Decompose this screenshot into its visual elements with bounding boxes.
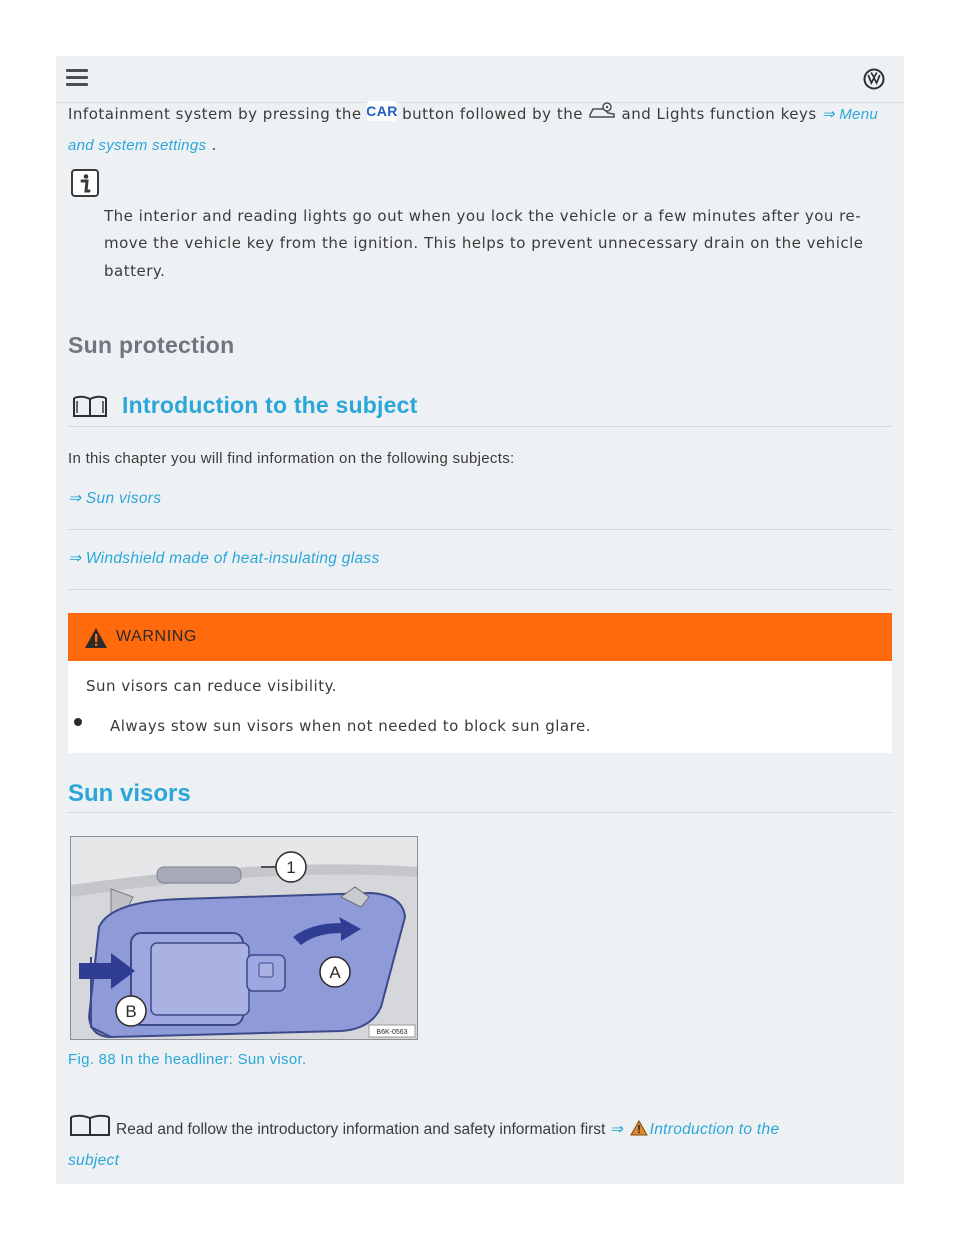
warning-triangle-icon — [630, 1118, 648, 1145]
book-icon — [68, 1114, 112, 1147]
menu-settings-link[interactable]: ⇒ Menu — [821, 106, 878, 123]
info-note-line: move the vehicle key from the ignition. This helps to prevent unnecessary drain on the vehicle — [104, 234, 864, 252]
warning-header — [68, 613, 892, 661]
warning-bullet-text: Always stow sun visors when not needed to block sun glare. — [110, 717, 591, 735]
figure-code: B6K-0563 — [376, 1029, 408, 1036]
warning-label: WARNING — [116, 628, 197, 645]
section-title: Sun protection — [68, 332, 235, 358]
vw-logo-icon[interactable] — [863, 68, 885, 90]
figure-caption: Fig. 88 In the headliner: Sun visor. — [68, 1051, 307, 1068]
paragraph-text: and Lights function keys — [621, 105, 817, 123]
warning-body — [68, 661, 892, 753]
top-bar — [56, 56, 904, 103]
sun-visors-link[interactable]: ⇒ Sun visors — [68, 490, 162, 507]
info-note-line: The interior and reading lights go out when you lock the vehicle or a few minutes after you re- — [104, 207, 862, 225]
info-icon — [71, 169, 99, 197]
paragraph-text: button followed by the — [402, 105, 583, 123]
hamburger-menu-icon[interactable] — [66, 69, 88, 87]
intro-paragraph — [68, 100, 898, 130]
intro-paragraph-line2: and system settings . — [68, 136, 217, 154]
book-icon — [70, 394, 110, 420]
divider — [68, 529, 892, 530]
divider — [68, 589, 892, 590]
intro-title: Introduction to the subject — [122, 392, 418, 418]
windshield-link[interactable]: ⇒ Windshield made of heat-insulating glass — [68, 550, 380, 567]
read-follow-text: Read and follow the introductory information and safety information first ⇒ Introduction to the subject — [68, 1114, 892, 1174]
sun-visors-title: Sun visors — [68, 780, 191, 807]
car-settings-icon — [588, 101, 616, 130]
info-note-line: battery. — [104, 262, 166, 280]
car-key-icon — [367, 101, 397, 130]
menu-settings-link-cont[interactable]: and system settings — [68, 137, 207, 154]
paragraph-text: Infotainment system by pressing the — [68, 105, 362, 123]
bullet-icon — [74, 718, 82, 726]
sun-visor-figure — [70, 836, 418, 1040]
intro-header — [68, 390, 892, 427]
divider — [68, 812, 892, 813]
svg-text:CAR: CAR — [366, 103, 397, 119]
warning-text: Sun visors can reduce visibility. — [86, 677, 338, 695]
warning-triangle-icon — [84, 627, 108, 649]
sun-visor-illustration — [71, 837, 417, 1039]
label-b: B — [125, 1002, 137, 1021]
intro-subject-link[interactable]: ⇒ Introduction to the subject — [68, 1121, 779, 1169]
label-a: A — [329, 963, 341, 982]
chapter-intro-text: In this chapter you will find information on the following subjects: — [68, 450, 515, 467]
label-1: 1 — [286, 858, 296, 877]
